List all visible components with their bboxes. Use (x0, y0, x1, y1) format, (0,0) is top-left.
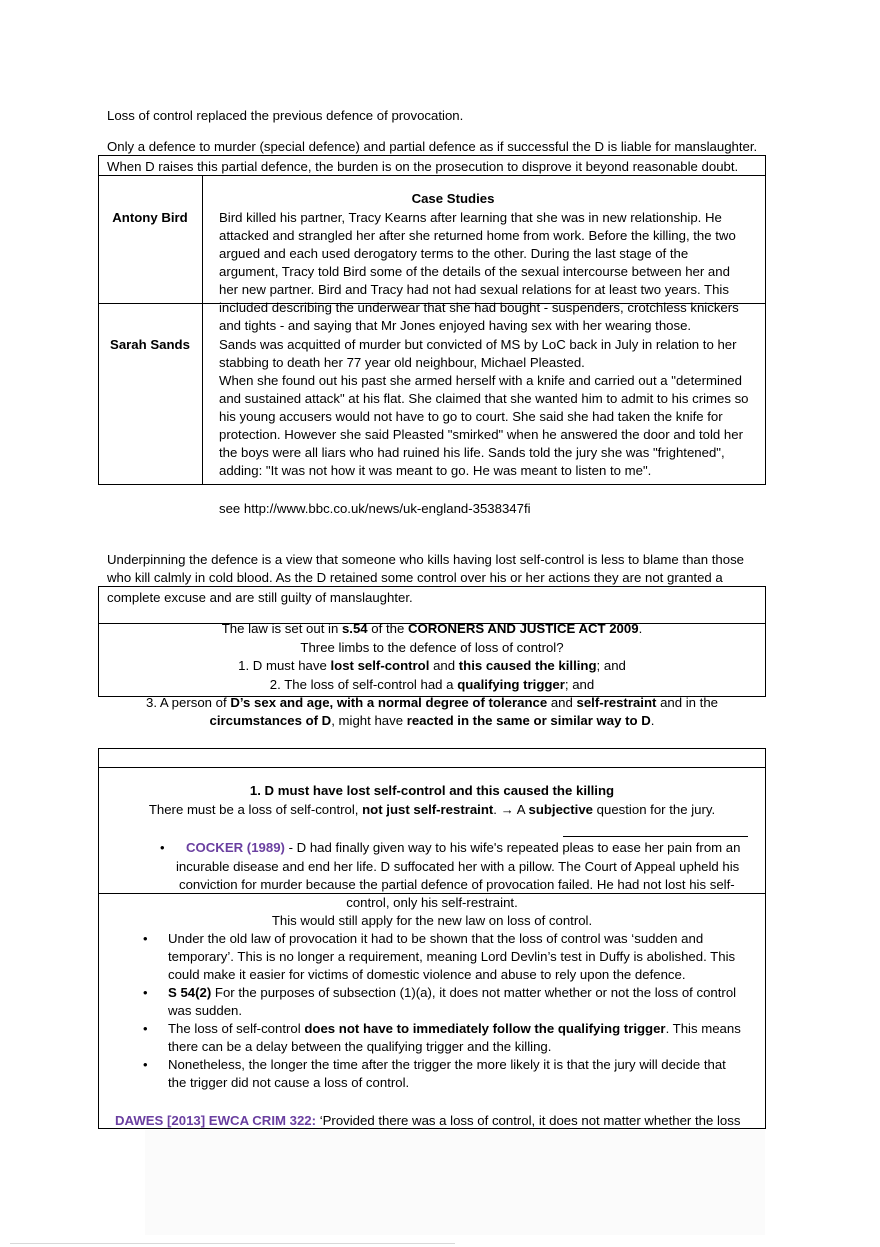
text-span: . This means (665, 1021, 741, 1036)
text-line: When she found out his past she armed herself with a knife and carried out a "determined (219, 373, 742, 388)
text-line: and tights - and saying that Mr Jones enjoyed having sex with her wearing those. (219, 318, 692, 333)
underline-rule (563, 836, 748, 837)
underpinning-box (98, 586, 766, 624)
act-name: CORONERS AND JUSTICE ACT 2009 (407, 621, 639, 636)
bold-span: circumstances of D (209, 713, 332, 728)
underpinning-line-3: complete excuse and are still guilty of manslaughter. (107, 590, 413, 605)
text-span: 1. D must have (238, 658, 331, 673)
bullet-1-line-2: temporary’. This is no longer a requirement, meaning Lord Devlin’s test in Duffy is abolished. This (168, 949, 736, 964)
bullet-dot: • (143, 985, 148, 1000)
bullet-4-line-1: Nonetheless, the longer the time after the trigger the more likely it is that the jury will decide that (168, 1057, 726, 1072)
bullet-dot: • (143, 931, 148, 946)
cocker-line-2: incurable disease and end her life. D suffocated her with a pillow. The Court of Appeal upheld his (176, 859, 740, 874)
table-divider (98, 175, 766, 176)
text-span: - D had finally given way to his wife's repeated pleas to ease her pain from an (284, 840, 741, 855)
text-span: 2. The loss of self-control had a (269, 677, 458, 692)
text-line: adding: "It was not how it was meant to go. He was meant to listen to me". (219, 463, 652, 478)
bullet-4-line-2: the trigger did not cause a loss of control. (168, 1075, 410, 1090)
text-line: argument, Tracy told Bird some of the details of the sexual intercourse between her and (219, 264, 730, 279)
bold-span: lost self-control (330, 658, 430, 673)
bold-span: self-restraint (576, 695, 657, 710)
cocker-line-1 (186, 839, 740, 857)
underpinning-line-1: Underpinning the defence is a view that someone who kills having lost self-control is less to blame than those (107, 552, 745, 567)
bold-span: this caused the killing (458, 658, 597, 673)
bold-span: qualifying trigger (457, 677, 565, 692)
bold-span: D’s sex and age, with a normal degree of tolerance (230, 695, 548, 710)
text-line: stabbing to death her 77 year old neighbour, Michael Pleasted. (219, 355, 585, 370)
text-span: There must be a loss of self-control, (148, 802, 363, 817)
text-line: his young accusers would not have to go to court. She said she had taken the knife for (219, 409, 723, 424)
text-span: The loss of self-control (168, 1021, 305, 1036)
bbc-link[interactable]: see http://www.bbc.co.uk/news/uk-england-3538347fi (219, 501, 531, 516)
text-span: 3. A person of (146, 695, 231, 710)
case-name-sands: Sarah Sands (110, 337, 190, 352)
bullet-dot: • (143, 1021, 148, 1036)
bold-span: subjective (528, 802, 593, 817)
law-limb-1 (98, 657, 766, 675)
law-limb-3-cont (98, 712, 766, 730)
text-line: attacked and strangled her after she returned home from work. Before the killing, the two (219, 228, 736, 243)
limb1-subheading (98, 801, 766, 819)
text-span: and in the (656, 695, 718, 710)
text-span: of the (367, 621, 408, 636)
intro-line-3: When D raises this partial defence, the burden is on the prosecution to disprove it beyond reasonable doubt. (107, 159, 739, 174)
section-ref: S 54(2) (168, 985, 212, 1000)
case-name-dawes: DAWES [2013] EWCA CRIM 322: (115, 1113, 317, 1128)
text-line: argued and each used derogatory terms to the other. During the last stage of the (219, 246, 689, 261)
cocker-line-5: This would still apply for the new law on loss of control. (271, 913, 593, 928)
case-studies-heading: Case Studies (411, 191, 495, 206)
bullet-2-line-2: was sudden. (168, 1003, 243, 1018)
text-span: . (650, 713, 655, 728)
limb1-heading: 1. D must have lost self-control and this caused the killing (249, 783, 615, 798)
page-shadow (145, 1130, 765, 1235)
bold-span: reacted in the same or similar way to D (406, 713, 651, 728)
bullet-3-line-1 (168, 1020, 741, 1038)
bullet-1-line-1: Under the old law of provocation it had to be shown that the loss of control was ‘sudden and (168, 931, 704, 946)
text-line: her new partner. Bird and Tracy had not had sexual relations for at least two years. This (219, 282, 729, 297)
limb1-header-box (98, 748, 766, 768)
text-span: . (638, 621, 643, 636)
law-line-1 (98, 620, 766, 638)
case-name-cocker: COCKER (1989) (186, 840, 285, 855)
text-span: question for the jury. (593, 802, 716, 817)
text-span: and (547, 695, 577, 710)
text-span: ; and (596, 658, 626, 673)
bullet-1-line-3: could make it easier for victims of domestic violence and abuse to rely upon the defence. (168, 967, 686, 982)
cocker-line-4: control, only his self-restraint. (346, 895, 518, 910)
text-span: ‘Provided there was a loss of control, it does not matter whether the loss (316, 1113, 741, 1128)
text-line: the boys were all liars who had ruined his life. Sands told the jury she was "frightened", (219, 445, 725, 460)
intro-line-2: Only a defence to murder (special defence) and partial defence as if successful the D is liable for manslaughter. (107, 139, 758, 154)
text-span: ; and (564, 677, 595, 692)
footer-rule (10, 1243, 455, 1244)
bullet-2-line-1 (168, 984, 736, 1002)
text-line: Bird killed his partner, Tracy Kearns after learning that she was in new relationship. He (219, 210, 722, 225)
bullet-dot: • (160, 840, 165, 855)
law-line-2: Three limbs to the defence of loss of control? (300, 640, 564, 655)
cocker-line-3: conviction for murder because the partial defence of provocation failed. He had not lost his self- (179, 877, 735, 892)
dawes-line (115, 1112, 740, 1130)
table-column-divider (202, 175, 203, 485)
bullet-dot: • (143, 1057, 148, 1072)
text-line: Sands was acquitted of murder but convicted of MS by LoC back in July in relation to her (219, 337, 737, 352)
bullet-3-line-2: there can be a delay between the qualifying trigger and the killing. (168, 1039, 552, 1054)
underpinning-line-2: who kill calmly in cold blood. As the D retained some control over his or her actions they are not granted a (107, 570, 723, 585)
text-line: and sustained attack" at his flat. She claimed that she wanted him to admit to his crimes so (219, 391, 749, 406)
intro-line-1: Loss of control replaced the previous defence of provocation. (107, 108, 464, 123)
law-limb-3 (98, 694, 766, 712)
section-ref: s.54 (341, 621, 368, 636)
text-span: and (429, 658, 459, 673)
text-span: The law is set out in (221, 621, 342, 636)
text-span: For the purposes of subsection (1)(a), it does not matter whether or not the loss of control (211, 985, 737, 1000)
text-line: included describing the underwear that she had bought - suspenders, crotchless knickers (219, 300, 739, 315)
text-line: protection. However she said Pleasted "smirked" when he answered the door and told her (219, 427, 743, 442)
law-limb-2 (98, 676, 766, 694)
bold-span: does not have to immediately follow the qualifying trigger (304, 1021, 666, 1036)
bold-span: not just self-restraint (362, 802, 494, 817)
case-name-bird: Antony Bird (112, 210, 188, 225)
right-arrow-icon: . → A (493, 802, 529, 817)
text-span: , might have (331, 713, 407, 728)
